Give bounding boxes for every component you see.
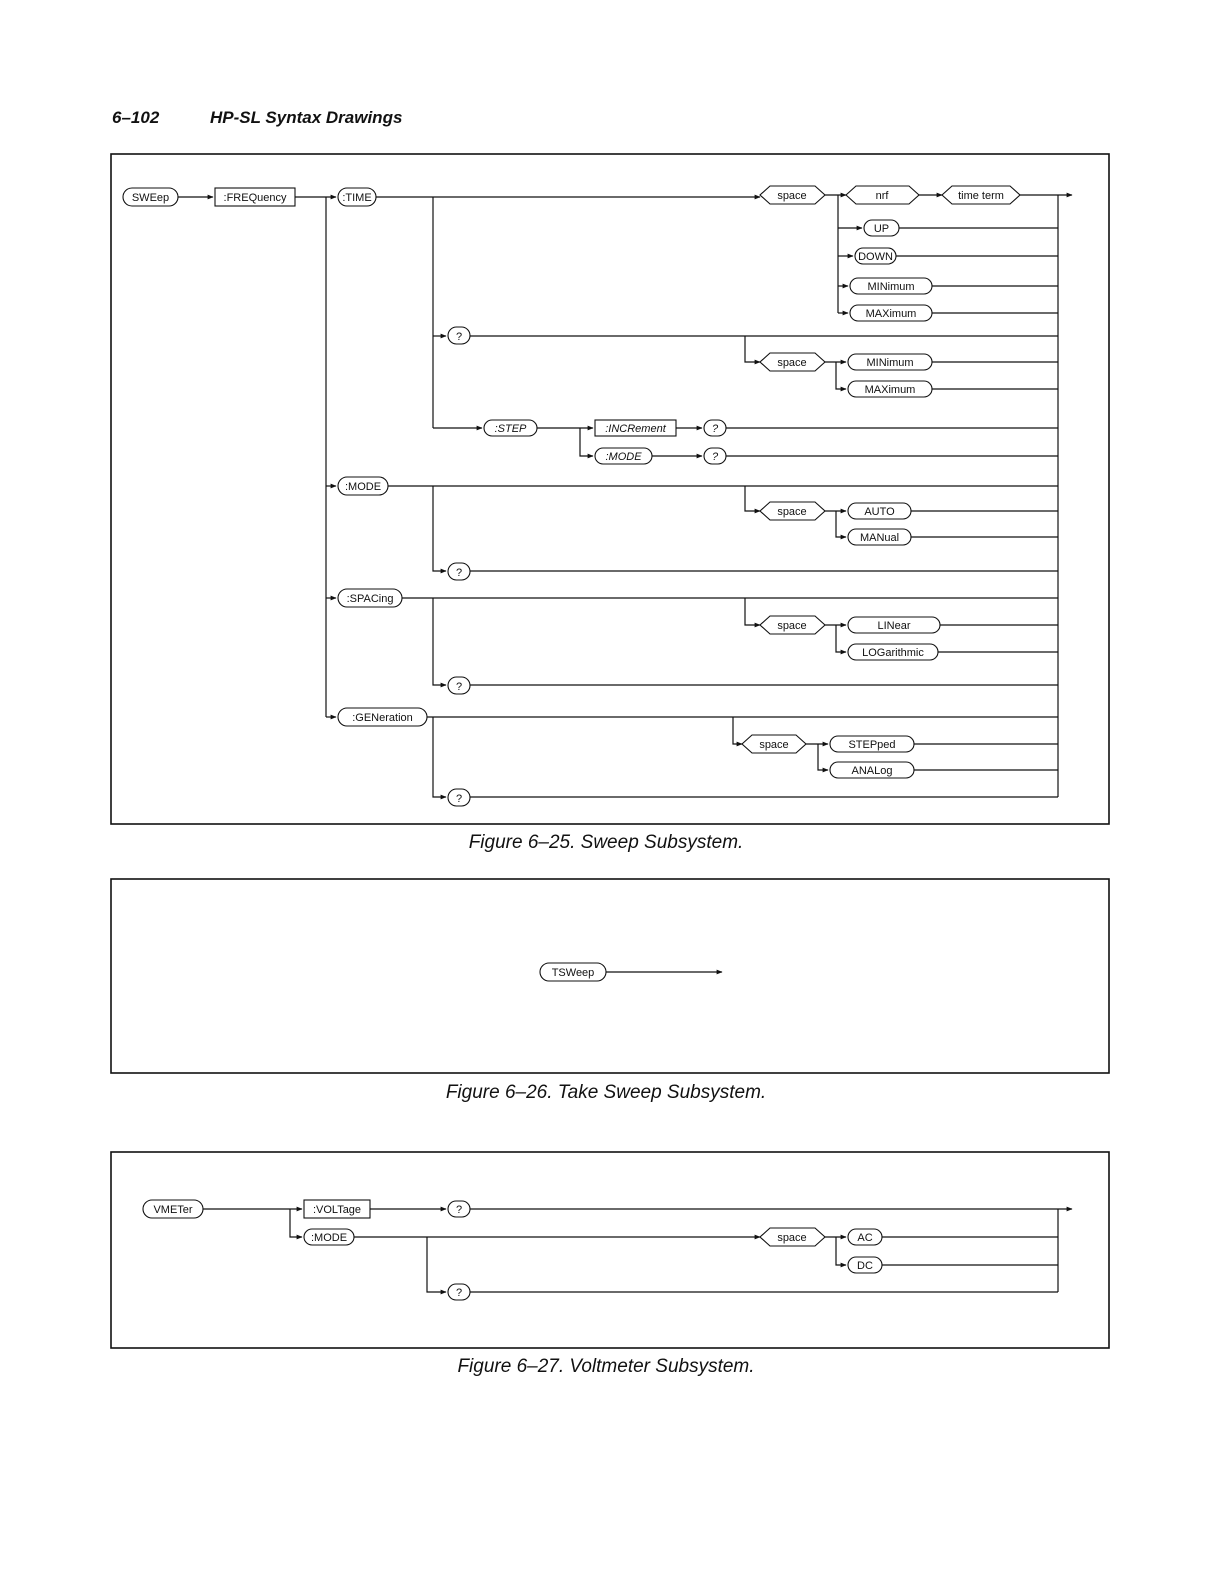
node-space-label: space <box>777 620 807 632</box>
node-stepped-label: STEPped <box>848 739 896 751</box>
node-maximum-label: MAXimum <box>865 308 917 320</box>
node-query-vm-mode <box>448 1284 470 1300</box>
node-query-time <box>448 327 470 344</box>
node-generation <box>338 708 427 726</box>
node-nrf <box>846 186 919 204</box>
node-spacing-label: :SPACing <box>346 593 394 605</box>
node-space-mode <box>760 502 825 520</box>
node-sweep <box>123 188 178 206</box>
node-query-label: ? <box>455 567 463 579</box>
node-auto <box>848 503 911 519</box>
node-down-label: DOWN <box>858 251 893 263</box>
node-vmeter <box>143 1200 203 1218</box>
node-query-label: ? <box>455 1204 463 1216</box>
node-maximum-2 <box>848 381 932 397</box>
node-query-mode <box>448 563 470 580</box>
node-tsweep-label: TSWeep <box>551 967 595 979</box>
fig26-frame <box>111 879 1109 1073</box>
node-minimum-1 <box>850 278 932 294</box>
node-sweep-label: SWEep <box>131 192 170 204</box>
node-manual <box>848 529 911 545</box>
fig25-frame <box>111 154 1109 824</box>
node-query-label: ? <box>711 423 719 435</box>
node-logarithmic-label: LOGarithmic <box>862 647 924 659</box>
node-frequency-label: :FREQuency <box>223 192 287 204</box>
node-frequency <box>215 188 295 206</box>
node-space-label: space <box>777 1232 807 1244</box>
node-vm-space <box>760 1228 825 1246</box>
node-space-time <box>760 186 825 204</box>
node-query-label: ? <box>455 681 463 693</box>
node-up-label: UP <box>873 223 890 235</box>
node-time-term-label: time term <box>958 190 1004 202</box>
node-nrf-label: nrf <box>875 190 889 202</box>
node-time-label: :TIME <box>342 192 372 204</box>
node-space-label: space <box>759 739 789 751</box>
node-step-mode-label: :MODE <box>605 451 642 463</box>
node-mode-label: :MODE <box>344 481 382 493</box>
node-maximum-1 <box>850 305 932 321</box>
node-space-label: space <box>777 190 807 202</box>
page-number: 6–102 <box>112 108 160 127</box>
node-generation-label: :GENeration <box>352 712 413 724</box>
node-space-query <box>760 353 825 371</box>
node-query-label: ? <box>455 793 463 805</box>
node-query-label: ? <box>455 1287 463 1299</box>
node-increment-label: :INCRement <box>605 423 666 435</box>
fig25-caption: Figure 6–25. Sweep Subsystem. <box>468 832 744 853</box>
page-header-title: HP-SL Syntax Drawings <box>210 108 403 127</box>
node-space-spacing <box>760 616 825 634</box>
node-analog-label: ANALog <box>851 765 893 777</box>
node-voltage-label: :VOLTage <box>312 1204 362 1216</box>
node-ac <box>848 1229 882 1245</box>
node-time-term <box>942 186 1020 204</box>
node-dc-label: DC <box>857 1260 873 1272</box>
node-auto-label: AUTO <box>864 506 895 518</box>
node-increment <box>595 420 676 436</box>
node-query-voltage <box>448 1201 470 1217</box>
node-maximum-label: MAXimum <box>864 384 916 396</box>
node-down <box>855 248 896 264</box>
node-space-label: space <box>777 357 807 369</box>
node-minimum-label: MINimum <box>866 357 914 369</box>
node-query-step-mode <box>704 448 726 464</box>
fig25-lines <box>178 195 1072 797</box>
node-manual-label: MANual <box>859 532 900 544</box>
node-linear <box>848 617 940 633</box>
node-spacing <box>338 589 402 607</box>
node-logarithmic <box>848 644 938 660</box>
node-query-spacing <box>448 677 470 694</box>
node-voltage <box>304 1200 370 1218</box>
node-analog <box>830 762 914 778</box>
node-space-label: space <box>777 506 807 518</box>
node-vm-mode <box>304 1229 354 1245</box>
fig27-frame <box>111 1152 1109 1348</box>
fig27-caption: Figure 6–27. Voltmeter Subsystem. <box>457 1356 755 1377</box>
node-ac-label: AC <box>857 1232 873 1244</box>
node-stepped <box>830 736 914 752</box>
node-query-label: ? <box>711 451 719 463</box>
fig26-caption: Figure 6–26. Take Sweep Subsystem. <box>445 1082 767 1103</box>
node-step-label: :STEP <box>494 423 527 435</box>
node-up <box>864 220 899 236</box>
node-mode <box>338 477 388 495</box>
node-query-generation <box>448 789 470 806</box>
node-time <box>338 188 376 206</box>
node-vmeter-label: VMETer <box>153 1204 193 1216</box>
node-dc <box>848 1257 882 1273</box>
node-minimum-label: MINimum <box>867 281 915 293</box>
node-linear-label: LINear <box>877 620 911 632</box>
node-vm-mode-label: :MODE <box>310 1232 348 1244</box>
node-step-mode <box>595 448 652 464</box>
node-step <box>484 420 537 436</box>
fig27-lines <box>203 1209 1072 1292</box>
node-space-generation <box>742 735 806 753</box>
node-tsweep <box>540 963 606 981</box>
node-query-increment <box>704 420 726 436</box>
node-minimum-2 <box>848 354 932 370</box>
node-query-label: ? <box>455 331 463 343</box>
